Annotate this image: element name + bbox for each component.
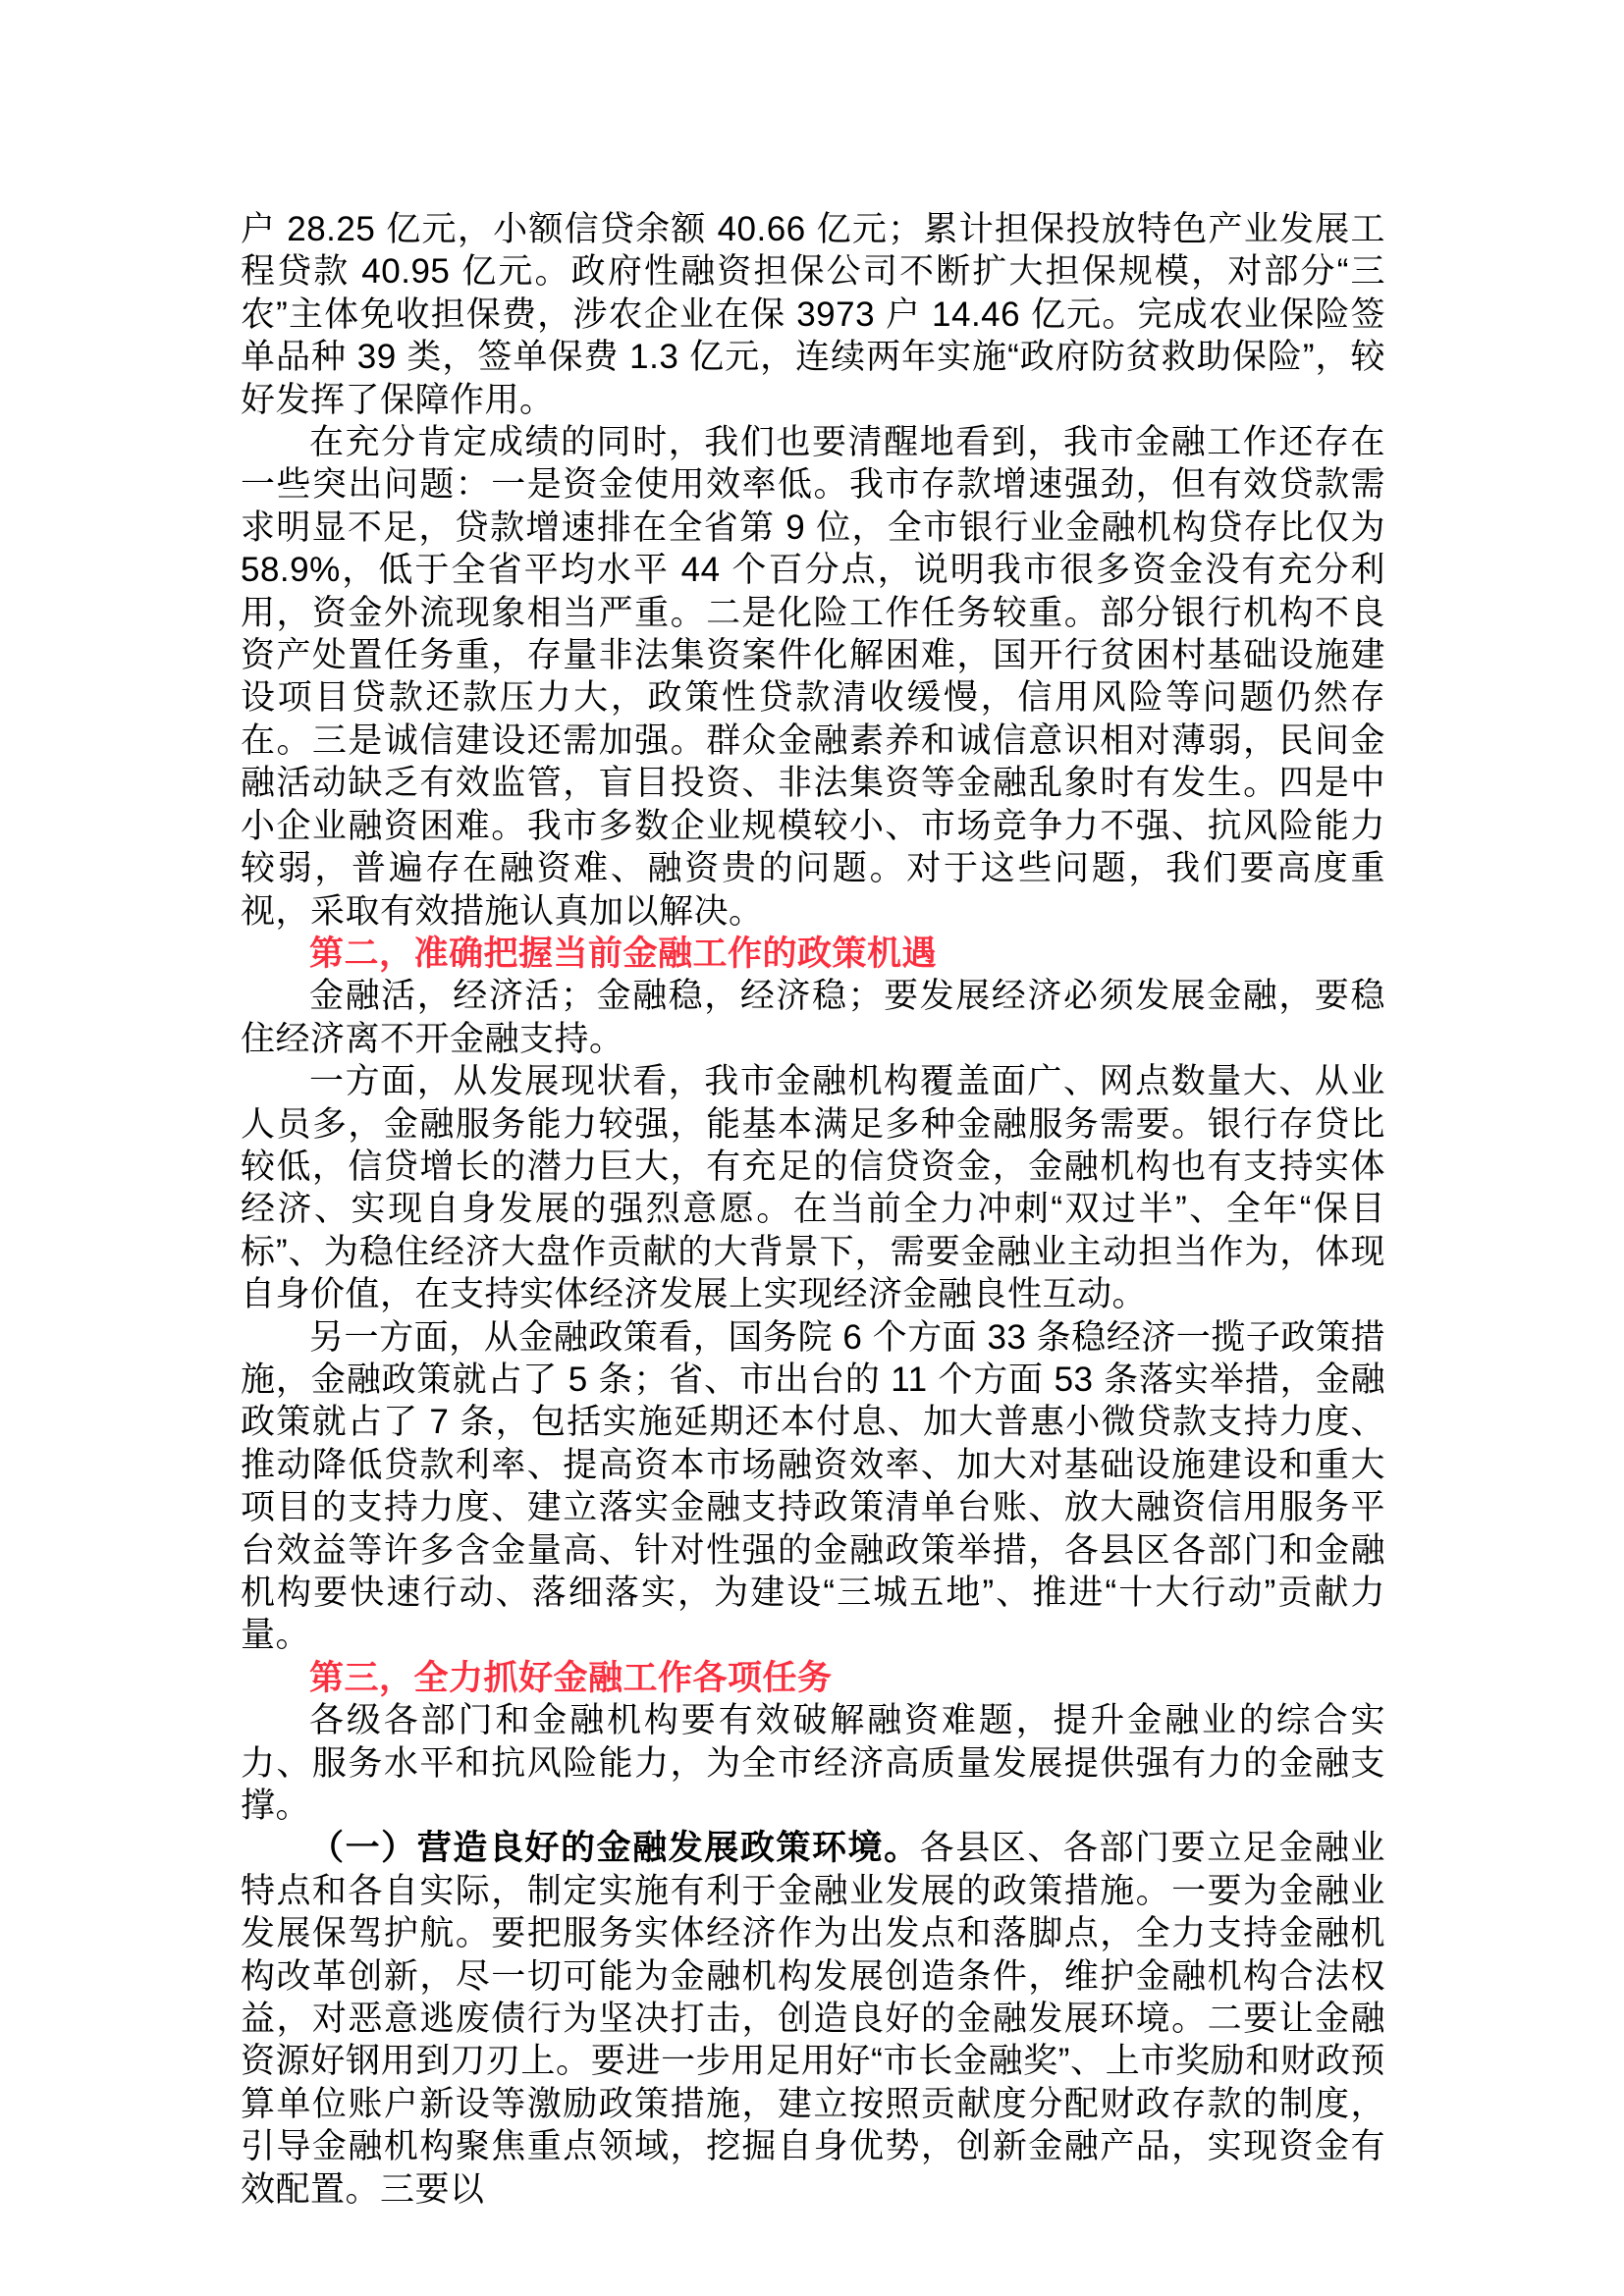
paragraph-one-aspect: 一方面，从发展现状看，我市金融机构覆盖面广、网点数量大、从业人员多，金融服务能力较强，能基本满足多种金融服务需要。银行存贷比较低，信贷增长的潜力巨大，有充足的信贷资金，金融机构也有支持实体经济、实现自身发展的强烈意愿。在当前全力冲刺“双过半”、全年“保目标”、为稳住经济大盘作贡献的大背景下，需要金融业主动担当作为，体现自身价值，在支持实体经济发展上实现经济金融良性互动。 [241,1062,1385,1314]
paragraph-finance-economy: 金融活，经济活；金融稳，经济稳；要发展经济必须发展金融，要稳住经济离不开金融支持。 [241,977,1385,1058]
paragraph-problems: 在充分肯定成绩的同时，我们也要清醒地看到，我市金融工作还存在一些突出问题：一是资金使用效率低。我市存款增速强劲，但有效贷款需求明显不足，贷款增速排在全省第 9 位，全市银行业金融机构贷存比仅为 58.9%，低于全省平均水平 44 个百分点，说明我市很多资金没有充分利用，资金外流现象相当严重。二是化险工作任务较重。部分银行机构不良资产处置任务重，存量非法集资案件化解困难，国开行贫困村基础设施建设项目贷款还款压力大，政策性贷款清收缓慢，信用风险等问题仍然存在。三是诚信建设还需加强。群众金融素养和诚信意识相对薄弱，民间金融活动缺乏有效监管，盲目投资、非法集资等金融乱象时有发生。四是中小企业融资困难。我市多数企业规模较小、市场竞争力不强、抗风险能力较弱，普遍存在融资难、融资贵的问题。对于这些问题，我们要高度重视，采取有效措施认真加以解决。 [241,423,1385,931]
paragraph-policy-environment-lead: （一）营造良好的金融发展政策环境。 [309,1829,920,1868]
paragraph-continued: 户 28.25 亿元，小额信贷余额 40.66 亿元；累计担保投放特色产业发展工程贷款 40.95 亿元。政府性融资担保公司不断扩大担保规模，对部分“三农”主体免收担保费，涉农企业在保 3973 户 14.46 亿元。完成农业保险签单品种 39 类，签单保费 1.3 亿元，连续两年实施“政府防贫救助保险”，较好发挥了保障作用。 [241,210,1385,419]
paragraph-policy-environment [241,1827,1385,2211]
paragraph-other-aspect: 另一方面，从金融政策看，国务院 6 个方面 33 条稳经济一揽子政策措施，金融政策就占了 5 条；省、市出台的 11 个方面 53 条落实举措，金融政策就占了 7 条，包括实施延期还本付息、加大普惠小微贷款支持力度、推动降低贷款利率、提高资本市场融资效率、加大对基础设施建设和重大项目的支持力度、建立落实金融支持政策清单台账、放大融资信用服务平台效益等许多含金量高、针对性强的金融政策举措，各县区各部门和金融机构要快速行动、落细落实，为建设“三城五地”、推进“十大行动”贡献力量。 [241,1317,1385,1655]
paragraph-tasks-intro: 各级各部门和金融机构要有效破解融资难题，提升金融业的综合实力、服务水平和抗风险能力，为全市经济高质量发展提供强有力的金融支撑。 [241,1701,1385,1826]
section-heading-second: 第二，准确把握当前金融工作的政策机遇 [309,934,938,973]
section-heading-third: 第三，全力抓好金融工作各项任务 [309,1658,833,1697]
document-content [241,208,1385,2211]
paragraph-policy-environment-text: 各县区、各部门要立足金融业特点和各自实际，制定实施有利于金融业发展的政策措施。一要为金融业发展保驾护航。要把服务实体经济作为出发点和落脚点，全力支持金融机构改革创新，尽一切可能为金融机构发展创造条件，维护金融机构合法权益，对恶意逃废债行为坚决打击，创造良好的金融发展环境。二要让金融资源好钢用到刀刃上。要进一步用足用好“市长金融奖”、上市奖励和财政预算单位账户新设等激励政策措施，建立按照贡献度分配财政存款的制度，引导金融机构聚焦重点领域，挖掘自身优势，创新金融产品，实现资金有效配置。三要以 [241,1829,1385,2209]
